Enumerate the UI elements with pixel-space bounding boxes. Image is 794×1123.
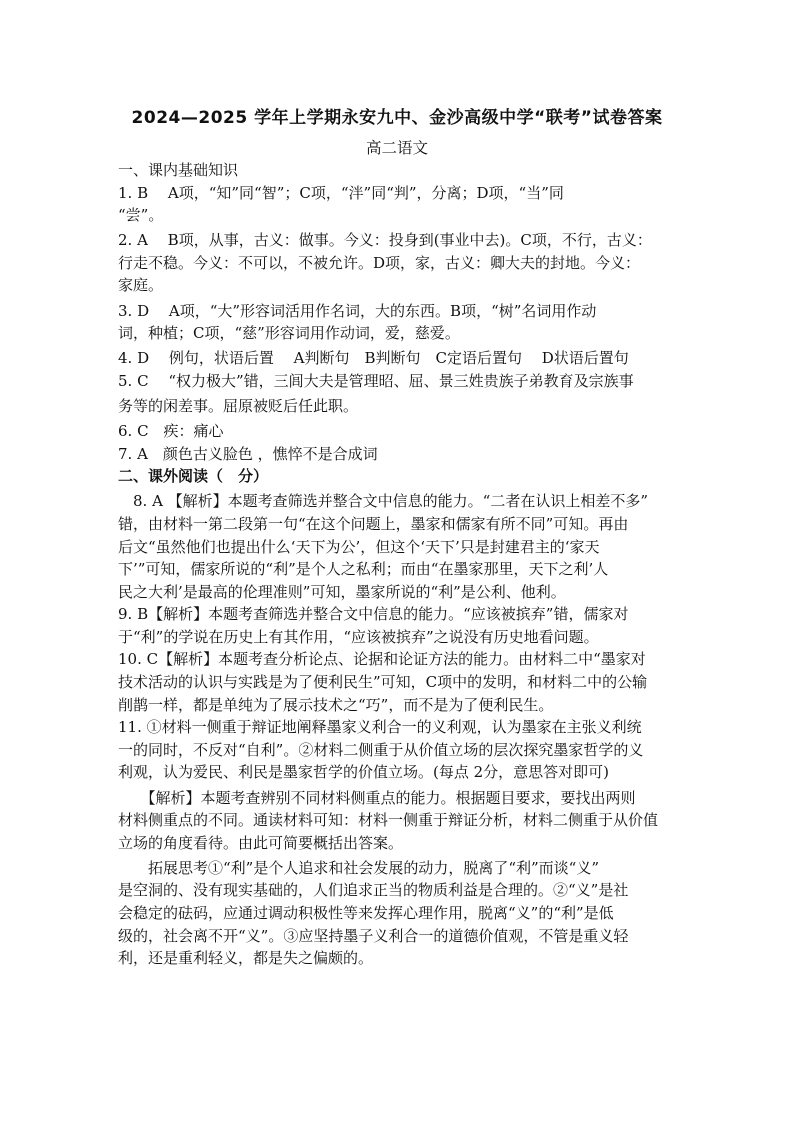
- section-heading: 二、课外阅读（ 分）: [118, 467, 269, 486]
- document-subtitle: 高二语文: [365, 139, 428, 157]
- answer-line: 级的，社会离不开“义”。③应坚持墨子义利合一的道德价值观，不管是重义轻: [118, 926, 629, 945]
- answer-line: 下’”可知，儒家所说的“利”是个人之私利；而由“在墨家那里，天下之利’人: [118, 560, 609, 579]
- answer-line: 是空洞的、没有现实基础的，人们追求正当的物质利益是合理的。②“义”是社: [118, 881, 629, 900]
- answer-line: 2. A B项，从事，古义：做事。今义：投身到(事业中去)。C项，不行，古义：: [118, 231, 652, 250]
- answer-line: 利观，认为爱民、利民是墨家哲学的价值立场。(每点 2分，意思答对即可): [118, 763, 610, 782]
- answer-line: 利，还是重利轻义，都是失之偏颇的。: [118, 949, 374, 968]
- answer-line: 技术活动的认识与实践是为了便利民生”可知，C项中的发明，和材料二中的公输: [118, 673, 648, 692]
- answer-line: 民之大利’是最高的伦理准则”可知，墨家所说的“利”是公利、他利。: [118, 582, 566, 601]
- answer-line: 1. B A项，“知”同“智”；C项，“泮”同“判”，分离；D项，“当”同: [118, 183, 564, 202]
- document-title: 2024—2025 学年上学期永安九中、金沙高级中学“联考”试卷答案: [131, 108, 663, 128]
- answer-line: 后文“虽然他们也提出什么‘天下为公’，但这个‘天下’只是封建君主的‘家天: [118, 537, 600, 556]
- answer-line: 11. ①材料一侧重于辩证地阐释墨家义利合一的义利观，认为墨家在主张义利统: [118, 718, 642, 737]
- answer-line: 6. C 疾：痛心: [118, 422, 224, 441]
- answer-line: 一、课内基础知识: [118, 161, 239, 179]
- answer-line: 9. B【解析】本题考查筛选并整合文中信息的能力。“应该被摈弃”错，儒家对: [118, 605, 629, 624]
- answer-line: 削鹊一样，都是单纯为了展示技术之“巧”，而不是为了便利民生。: [118, 695, 554, 714]
- answer-line: 7. A 颜色古义脸色 ，憔悴不是合成词: [118, 444, 378, 463]
- answer-line: 行走不稳。今义：不可以，不被允许。D项，家，古义：卿大夫的封地。今义：: [118, 253, 641, 272]
- answer-line: 4. D 例句，状语后置 A判断句 B判断句 C定语后置句 D状语后置句: [118, 349, 629, 368]
- answer-line: 词，种植；C项，“慈”形容词用作动词，爱，慈爱。: [118, 324, 460, 343]
- answer-line: 于“利”的学说在历史上有其作用，“应该被摈弃”之说没有历史地看问题。: [118, 627, 599, 646]
- answer-line: 一的同时，不反对“自利”。②材料二侧重于从价值立场的层次探究墨家哲学的义: [118, 740, 644, 759]
- answer-line: 【解析】本题考查辨别不同材料侧重点的能力。根据题目要求，要找出两则: [118, 788, 636, 807]
- answer-line: 务等的闲差事。屈原被贬后任此职。: [118, 396, 359, 415]
- answer-line: 材料侧重点的不同。通读材料可知：材料一侧重于辩证分析，材料二侧重于从价值: [118, 811, 659, 830]
- answer-line: 家庭。: [118, 276, 164, 295]
- answer-line: 会稳定的砝码，应通过调动积极性等来发挥心理作用，脱离“义”的“利”是低: [118, 904, 614, 922]
- answer-line: 5. C “权力极大”错，三闾大夫是管理昭、屈、景三姓贵族子弟教育及宗族事: [118, 371, 634, 390]
- answer-line: 错，由材料一第二段第一句“在这个问题上，墨家和儒家有所不同”可知。再由: [118, 514, 629, 533]
- answer-line: 拓展思考①“利”是个人追求和社会发展的动力，脱离了“利”而谈“义”: [118, 858, 600, 877]
- answer-line: 8. A 【解析】本题考查筛选并整合文中信息的能力。“二者在认识上相差不多”: [118, 492, 649, 511]
- answer-line: 立场的角度看待。由此可简要概括出答案。: [118, 833, 404, 852]
- answer-line: “尝”。: [118, 206, 164, 225]
- answer-line: 10. C【解析】本题考查分析论点、论据和论证方法的能力。由材料二中“墨家对: [118, 650, 646, 669]
- answer-line: 3. D A项，“大”形容词活用作名词，大的东西。B项，“树”名词用作动: [118, 301, 597, 320]
- answer-content: [118, 159, 684, 970]
